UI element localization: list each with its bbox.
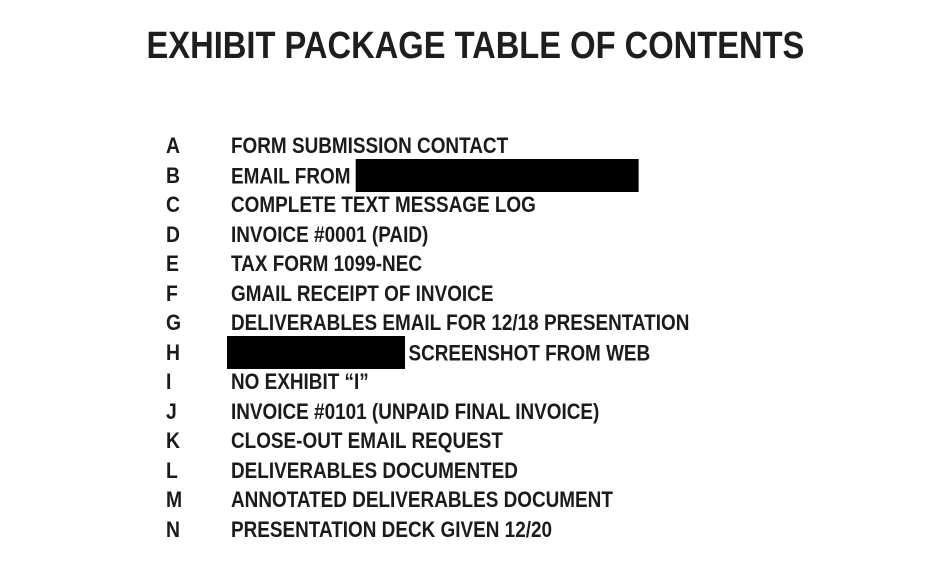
- exhibit-letter: H: [166, 339, 180, 365]
- exhibit-description: [231, 426, 503, 456]
- exhibit-letter: D: [166, 221, 180, 247]
- exhibit-text: ANNOTATED DELIVERABLES DOCUMENT: [231, 487, 613, 512]
- exhibit-letter: N: [166, 516, 180, 542]
- toc-row-b: [0, 161, 951, 191]
- exhibit-description: [231, 249, 422, 279]
- exhibit-text: PRESENTATION DECK GIVEN 12/20: [231, 516, 553, 542]
- table-of-contents: [0, 131, 951, 544]
- exhibit-description: [231, 190, 536, 220]
- toc-row-a: [0, 131, 951, 161]
- exhibit-description: [227, 338, 650, 371]
- exhibit-letter: F: [166, 280, 178, 306]
- exhibit-description: [231, 456, 518, 486]
- toc-row-l: [0, 456, 951, 486]
- toc-row-d: [0, 220, 951, 250]
- document-title: EXHIBIT PACKAGE TABLE OF CONTENTS: [146, 25, 805, 67]
- toc-row-c: [0, 190, 951, 220]
- exhibit-letter: M: [166, 487, 183, 512]
- exhibit-letter: I: [166, 369, 172, 394]
- exhibit-letter: K: [166, 428, 180, 453]
- exhibit-text: COMPLETE TEXT MESSAGE LOG: [231, 192, 536, 217]
- toc-row-g: [0, 308, 951, 338]
- exhibit-letter: J: [166, 398, 177, 424]
- exhibit-description: [231, 515, 552, 545]
- exhibit-text: GMAIL RECEIPT OF INVOICE: [231, 280, 494, 306]
- exhibit-description: [231, 279, 493, 309]
- redaction-bar: [227, 336, 405, 369]
- toc-row-e: [0, 249, 951, 279]
- exhibit-text: FORM SUBMISSION CONTACT: [231, 133, 509, 158]
- toc-row-f: [0, 279, 951, 309]
- exhibit-text: DELIVERABLES DOCUMENTED: [231, 457, 518, 483]
- toc-row-k: [0, 426, 951, 456]
- exhibit-letter: E: [166, 251, 179, 276]
- toc-row-j: [0, 397, 951, 427]
- exhibit-text: CLOSE-OUT EMAIL REQUEST: [231, 428, 503, 453]
- exhibit-text: TAX FORM 1099-NEC: [231, 251, 422, 276]
- exhibit-text: DELIVERABLES EMAIL FOR 12/18 PRESENTATION: [231, 310, 690, 335]
- exhibit-description: [231, 131, 508, 161]
- exhibit-text: NO EXHIBIT “I”: [231, 369, 369, 394]
- exhibit-description: [231, 485, 613, 515]
- exhibit-letter: L: [166, 457, 178, 483]
- exhibit-text: INVOICE #0101 (UNPAID FINAL INVOICE): [231, 398, 600, 424]
- exhibit-text: EMAIL FROM: [231, 162, 351, 188]
- toc-row-i: [0, 367, 951, 397]
- exhibit-letter: G: [166, 310, 182, 335]
- toc-row-m: [0, 485, 951, 515]
- exhibit-description: [231, 161, 639, 194]
- toc-row-h: [0, 338, 951, 368]
- exhibit-letter: C: [166, 192, 180, 217]
- toc-row-n: [0, 515, 951, 545]
- exhibit-description: [231, 367, 369, 397]
- exhibit-text: SCREENSHOT FROM WEB: [408, 339, 651, 365]
- exhibit-letter: B: [166, 162, 180, 188]
- exhibit-description: [231, 397, 599, 427]
- exhibit-description: [231, 308, 689, 338]
- exhibit-description: [231, 220, 428, 250]
- exhibit-text: INVOICE #0001 (PAID): [231, 221, 429, 247]
- exhibit-letter: A: [166, 133, 180, 158]
- redaction-bar: [356, 159, 639, 192]
